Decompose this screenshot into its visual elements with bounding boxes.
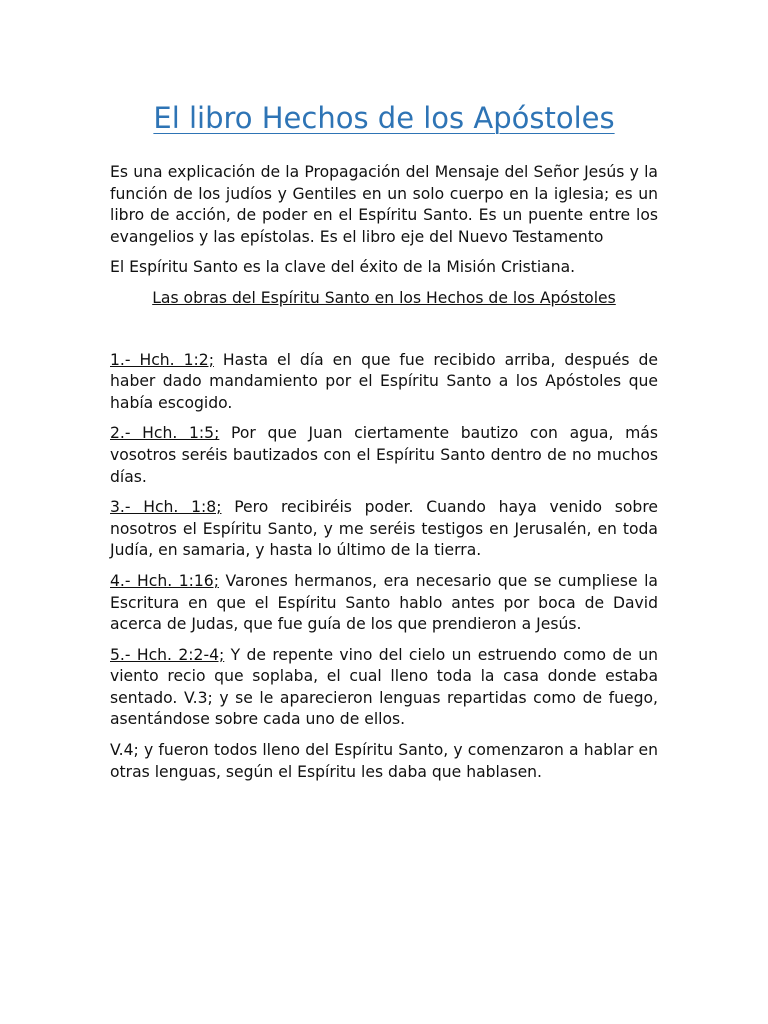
verse-item <box>110 423 658 488</box>
key-statement: El Espíritu Santo es la clave del éxito de la Misión Cristiana. <box>110 258 576 277</box>
section-heading-text: Las obras del Espíritu Santo en los Hechos de los Apóstoles <box>152 288 616 307</box>
section-heading <box>110 288 658 310</box>
verse-text: Varones hermanos, era necesario que se cumpliese la Escritura en que el Espíritu Santo hablo antes por boca de David acerca de Judas, que fue guía de los que prendieron a Jesús. <box>110 571 658 634</box>
document-page <box>110 96 658 792</box>
verse-item <box>110 350 658 415</box>
verse-item <box>110 645 658 731</box>
document-title: El libro Hechos de los Apóstoles <box>153 101 615 135</box>
verse-reference: 4.- Hch. 1:16; <box>110 571 219 590</box>
verse-reference: 5.- Hch. 2:2-4; <box>110 645 225 664</box>
verse-reference: 2.- Hch. 1:5; <box>110 424 220 443</box>
verse-item <box>110 571 658 636</box>
verse-text: Pero recibiréis poder. Cuando haya venido sobre nosotros el Espíritu Santo, y me seréis testigos en Jerusalén, en toda Judía, en samaria, y hasta lo último de la tierra. <box>110 498 658 560</box>
verse-reference: 1.- Hch. 1:2; <box>110 350 214 369</box>
verse-reference: 3.- Hch. 1:8; <box>110 498 222 517</box>
verse-text: Y de repente vino del cielo un estruendo como de un viento recio que soplaba, el cual lleno toda la casa donde estaba sentado. V.3; y se le aparecieron lenguas repartidas como de fuego, asentándose sobre cada uno de ellos. <box>110 645 658 729</box>
verse-item <box>110 497 658 562</box>
verse-text: Por que Juan ciertamente bautizo con agua, más vosotros seréis bautizados con el Espíritu Santo dentro de no muchos días. <box>110 424 658 486</box>
verse-text: Hasta el día en que fue recibido arriba, después de haber dado mandamiento por el Espíritu Santo a los Apóstoles que había escogido. <box>110 350 658 412</box>
intro-paragraph: Es una explicación de la Propagación del Mensaje del Señor Jesús y la función de los judíos y Gentiles en un solo cuerpo en la iglesia; es un libro de acción, de poder en el Espíritu Santo. Es un puente entre los evangelios y las epístolas. Es el libro eje del Nuevo Testamento <box>110 163 658 246</box>
continuation-paragraph: V.4; y fueron todos lleno del Espíritu Santo, y comenzaron a hablar en otras lenguas, según el Espíritu les daba que hablasen. <box>110 741 658 781</box>
